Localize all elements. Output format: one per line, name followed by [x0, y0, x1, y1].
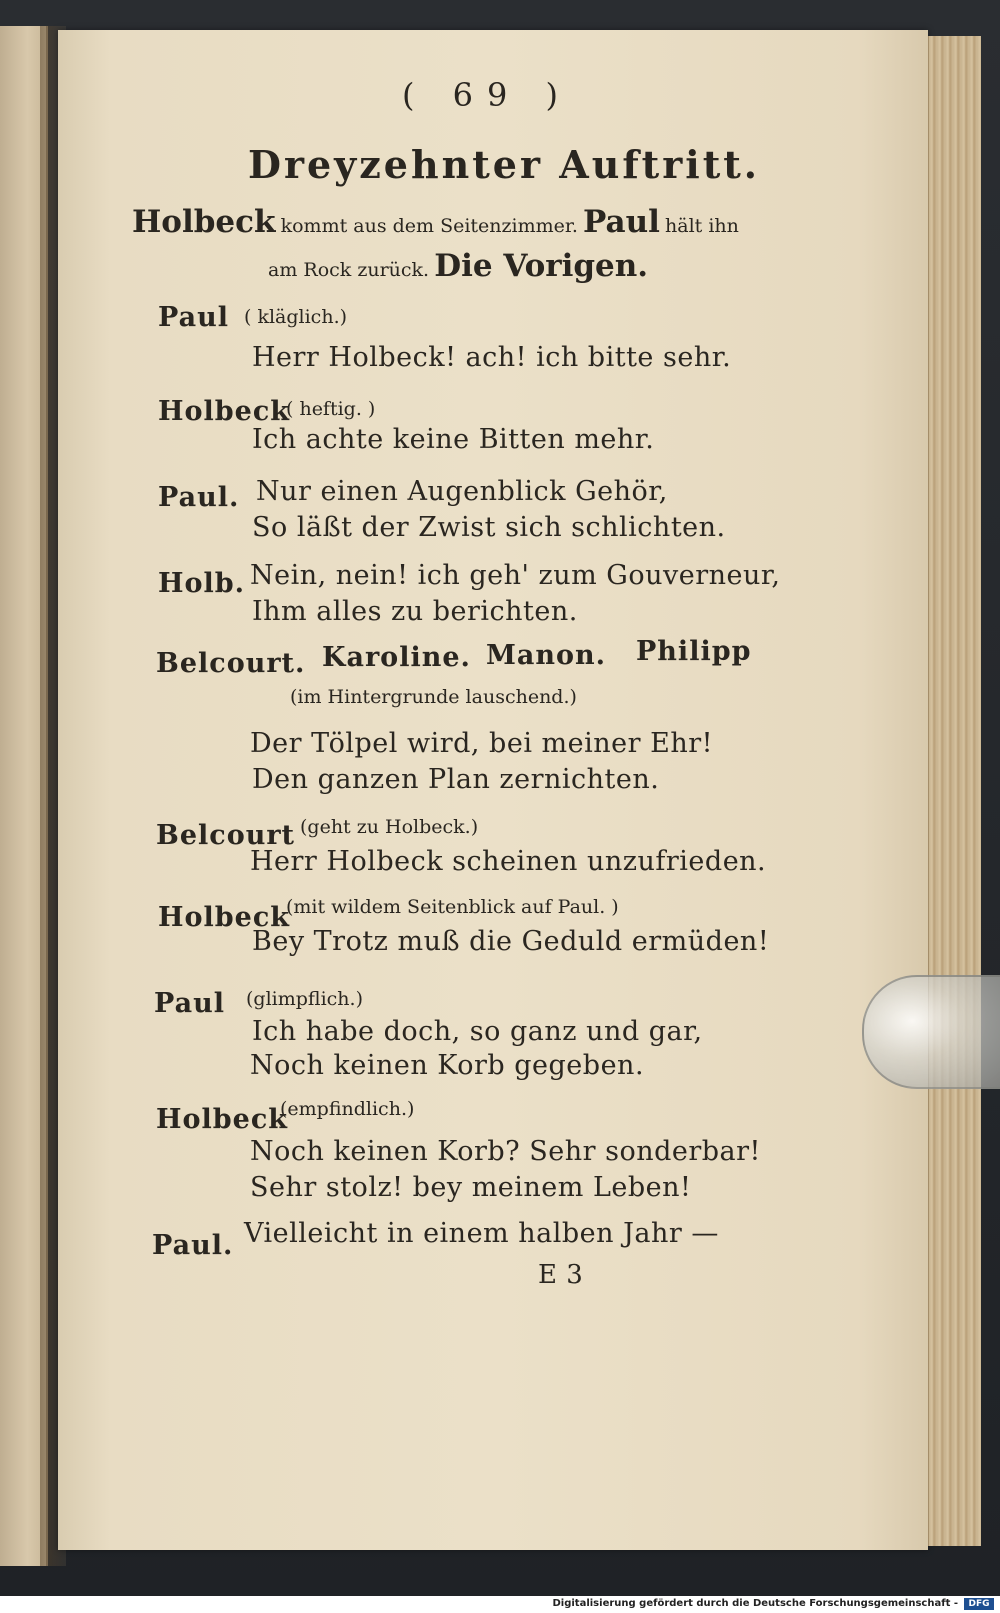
speaker-name: Paul [154, 988, 225, 1019]
page-clip [862, 975, 1000, 1089]
speaker-name: Paul. [152, 1230, 234, 1261]
stage-direction: (empfindlich.) [280, 1098, 415, 1120]
stage-direction: (geht zu Holbeck.) [300, 816, 479, 838]
signature-mark: E 3 [538, 1260, 584, 1290]
verse-line: Sehr stolz! bey meinem Leben! [250, 1172, 692, 1203]
verse-line: Ihm alles zu berichten. [252, 596, 578, 627]
verse-line: Bey Trotz muß die Geduld ermüden! [252, 926, 770, 957]
verse-line: Nein, nein! ich geh' zum Gouverneur, [250, 560, 781, 591]
verse-line: Ich achte keine Bitten mehr. [252, 424, 655, 455]
speaker-name: Paul [158, 302, 229, 333]
verse-line: Noch keinen Korb gegeben. [250, 1050, 645, 1081]
speaker-name: Manon. [486, 640, 607, 671]
verse-line: Nur einen Augenblick Gehör, [256, 476, 668, 507]
verse-line: Herr Holbeck! ach! ich bitte sehr. [252, 342, 732, 373]
speaker-name: Philipp [636, 636, 752, 667]
verse-line: Noch keinen Korb? Sehr sonderbar! [250, 1136, 761, 1167]
stage-direction: ( heftig. ) [286, 398, 376, 420]
verse-line: Vielleicht in einem halben Jahr — [244, 1218, 719, 1249]
verse-line: Ich habe doch, so ganz und gar, [252, 1016, 703, 1047]
character-name: Die Vorigen. [434, 248, 649, 284]
scene-title: Dreyzehnter Auftritt. [248, 142, 761, 187]
stage-direction: (im Hintergrunde lauschend.) [290, 686, 577, 708]
speaker-name: Belcourt. [156, 648, 306, 679]
speaker-name: Belcourt [156, 820, 296, 851]
character-name: Holbeck [132, 204, 276, 240]
character-name: Paul [583, 204, 660, 240]
verse-line: So läßt der Zwist sich schlichten. [252, 512, 726, 543]
speaker-name: Holbeck [156, 1104, 288, 1135]
dfg-logo: DFG [964, 1598, 994, 1610]
speaker-name: Holbeck [158, 396, 290, 427]
speaker-name: Paul. [158, 482, 240, 513]
page-edges [928, 36, 981, 1546]
page-number: ( 69 ) [402, 76, 573, 114]
direction-text: kommt aus dem Seitenzimmer. [280, 215, 578, 237]
speaker-name: Karoline. [322, 642, 471, 673]
speaker-name: Holbeck [158, 902, 290, 933]
verse-line: Der Tölpel wird, bei meiner Ehr! [250, 728, 713, 759]
direction-text: am Rock zurück. [268, 259, 430, 281]
stage-direction: (mit wildem Seitenblick auf Paul. ) [286, 896, 619, 918]
stage-direction-line-2 [268, 248, 648, 284]
direction-text: hält ihn [665, 215, 739, 237]
verse-line: Den ganzen Plan zernichten. [252, 764, 660, 795]
stage-direction: ( kläglich.) [244, 306, 348, 328]
stage-direction: (glimpflich.) [246, 988, 363, 1010]
verse-line: Herr Holbeck scheinen unzufrieden. [250, 846, 767, 877]
stage-direction-line-1 [132, 204, 739, 240]
footer-credit: Digitalisierung gefördert durch die Deutsche Forschungsgemeinschaft - [552, 1598, 958, 1609]
speaker-name: Holb. [158, 568, 246, 599]
